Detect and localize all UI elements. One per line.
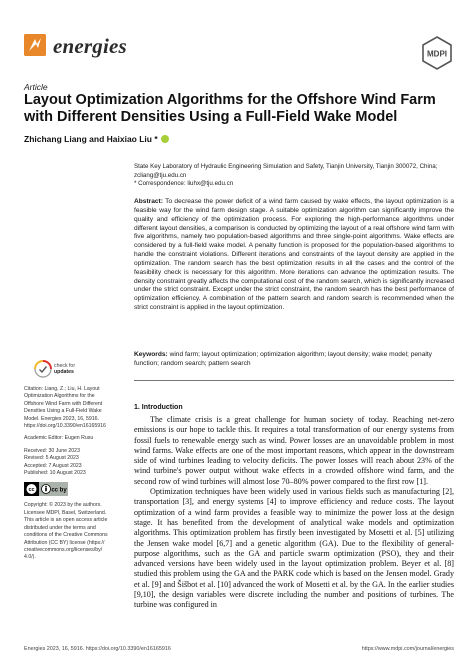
energies-logo-icon bbox=[24, 34, 46, 56]
updates-label: updates bbox=[54, 369, 74, 375]
introduction-body bbox=[134, 415, 454, 611]
author-names: Zhichang Liang and Haixiao Liu * bbox=[24, 134, 158, 144]
copyright-line: Attribution (CC BY) license (https:// bbox=[24, 539, 105, 546]
check-updates-icon bbox=[34, 360, 52, 378]
citation-line: Citation: Liang, Z.; Liu, H. Layout bbox=[24, 386, 100, 392]
cc-by-license-icon[interactable] bbox=[24, 482, 68, 496]
copyright-line: Copyright: © 2023 by the authors. bbox=[24, 502, 102, 509]
affiliation-line: State Key Laboratory of Hydraulic Engineering Simulation and Safety, Tianjin University, Tianjin 300072, China; bbox=[134, 163, 438, 170]
date-accepted: Accepted: 7 August 2023 bbox=[24, 462, 82, 469]
abstract-label: Abstract: bbox=[134, 198, 163, 205]
abstract-text: To decrease the power deficit of a wind farm caused by wake effects, the layout optimization is a feasible way for the wind farm design stage. A suitable optimization algorithm can significantly improve the quality and efficiency of the optimization process. For exploring the high-performance algorithms under different layout densities, a comparison is conducted by optimizing the layout of a real offshore wind farm with five algorithms, namely two population-based algorithms and three single-point algorithms. Wake effects are considered by a full-field wake model. A penalty function is proposed for the population-based algorithms to handle the constraint violations. Different iterations and constraints of the layout density are applied in the optimization. The random search has the best optimization results in all the cases and the control of the feasibility check is necessary for this algorithm. More iterations can advance the optimization results. The density constraint greatly affects the computational cost of the random search, which is significantly increased under the strict constraint. Except under the strict constraint, the random search has the best performance of optimization efficiency. A combination of the pattern search and random search is recommended when the strict constraint is applied in the layout optimization. bbox=[134, 198, 454, 312]
keywords-label: Keywords: bbox=[134, 351, 168, 358]
introduction-heading: 1. Introduction bbox=[134, 404, 183, 411]
journal-header bbox=[24, 34, 454, 74]
copyright-line: conditions of the Creative Commons bbox=[24, 532, 108, 539]
academic-editor: Academic Editor: Eugen Rusu bbox=[24, 435, 94, 442]
mdpi-logo-text: MDPI bbox=[427, 49, 447, 59]
copyright-line: 4.0/). bbox=[24, 554, 36, 561]
author-list bbox=[24, 134, 169, 144]
copyright-line: distributed under the terms and bbox=[24, 524, 96, 531]
mdpi-logo-icon bbox=[420, 36, 454, 70]
check-for-updates-button[interactable] bbox=[24, 358, 125, 380]
citation-line: Offshore Wind Farm with Different bbox=[24, 400, 103, 407]
license-link[interactable]: creativecommons.org/licenses/by/ bbox=[24, 546, 103, 553]
date-published: Published: 10 August 2023 bbox=[24, 470, 86, 477]
copyright-block bbox=[24, 502, 125, 561]
date-revised: Revised: 5 August 2023 bbox=[24, 455, 79, 462]
copyright-line: This article is an open access article bbox=[24, 517, 108, 524]
journal-name: energies bbox=[53, 34, 127, 58]
date-received: Received: 30 June 2023 bbox=[24, 447, 80, 454]
check-for-label: check for bbox=[54, 363, 76, 369]
copyright-line: Licensee MDPI, Basel, Switzerland. bbox=[24, 509, 107, 516]
keywords-text: wind farm; layout optimization; optimization algorithm; layout density; wake model; penalty function; random search; pattern search bbox=[134, 351, 432, 367]
cc-badge-text: cc by bbox=[51, 487, 67, 494]
article-type: Article bbox=[24, 82, 48, 92]
article-sidebar bbox=[24, 358, 125, 567]
correspondence-line: * Correspondence: liuhx@tju.edu.cn bbox=[134, 180, 234, 188]
affiliation-email[interactable]: zcliang@tju.edu.cn bbox=[134, 171, 187, 179]
affiliation-block bbox=[134, 163, 456, 189]
dates-block bbox=[24, 448, 125, 478]
svg-text:cc: cc bbox=[28, 487, 35, 494]
citation-doi-link[interactable]: https://doi.org/10.3390/en16165916 bbox=[24, 423, 106, 430]
section-divider bbox=[134, 380, 454, 381]
abstract bbox=[134, 198, 454, 313]
footer-citation[interactable]: Energies 2023, 16, 5916. https://doi.org/10.3390/en16165916 bbox=[24, 646, 171, 652]
citation-block bbox=[24, 386, 125, 430]
intro-paragraph-2: Optimization techniques have been widely used in various fields such as manufacturing [2], transportation [3], and energy systems [4] to improve efficiency and reduce costs. The layout optimization of a wind farm provides a feasible way to minimize the power loss at the design stage. It has benefited from the development of analytical wake models and optimization algorithms. This optimization problem has firstly been investigated by Mosetti et al. [5] utilizing the Jensen wake model [6,7] and a genetic algorithm (GA). Due to the flexibility of general-purpose algorithms, such as the GA and particle swarm optimization (PSO), they and their advanced versions have been widely used in the layout optimization problem. Beyer et al. [8] studied this problem using the GA and the PARK code which is based on the Jensen model. Grady et al. [9] and Šišbot et al. [10] advanced the work of Mosetti et al. by the GA. In the earlier studies [9,10], the design variables were discrete including the number and positions of turbines. The turbine was configured in bbox=[134, 487, 454, 610]
citation-line: Densities Using a Full-Field Wake bbox=[24, 408, 102, 415]
citation-line: Model. Energies 2023, 16, 5916. bbox=[24, 415, 99, 422]
intro-paragraph-1: The climate crisis is a great challenge for human society of today. Reaching net-zero emissions is our hope to tackle this. It requires a total transformation of our energy systems from fossil fuels to renewable energy such as wind. Power losses are an unavoidable problem in most wind farms. Wake effects are one of the most important reasons, which appear in the downstream side of wind turbines leading to velocity deficits. The power losses will reach about 23% of the wind turbine's power output without wake effects in a crowded offshore wind farm, and the second row of wind turbines will almost lose 70–80% power compared to the first row [1]. bbox=[134, 415, 454, 486]
keywords bbox=[134, 351, 454, 369]
citation-line: Optimization Algorithms for the bbox=[24, 393, 95, 400]
footer-journal-link[interactable]: https://www.mdpi.com/journal/energies bbox=[361, 646, 454, 652]
article-title: Layout Optimization Algorithms for the Offshore Wind Farm with Different Densities Using a Full-Field Wake Model bbox=[24, 92, 436, 125]
orcid-icon[interactable] bbox=[161, 135, 169, 143]
